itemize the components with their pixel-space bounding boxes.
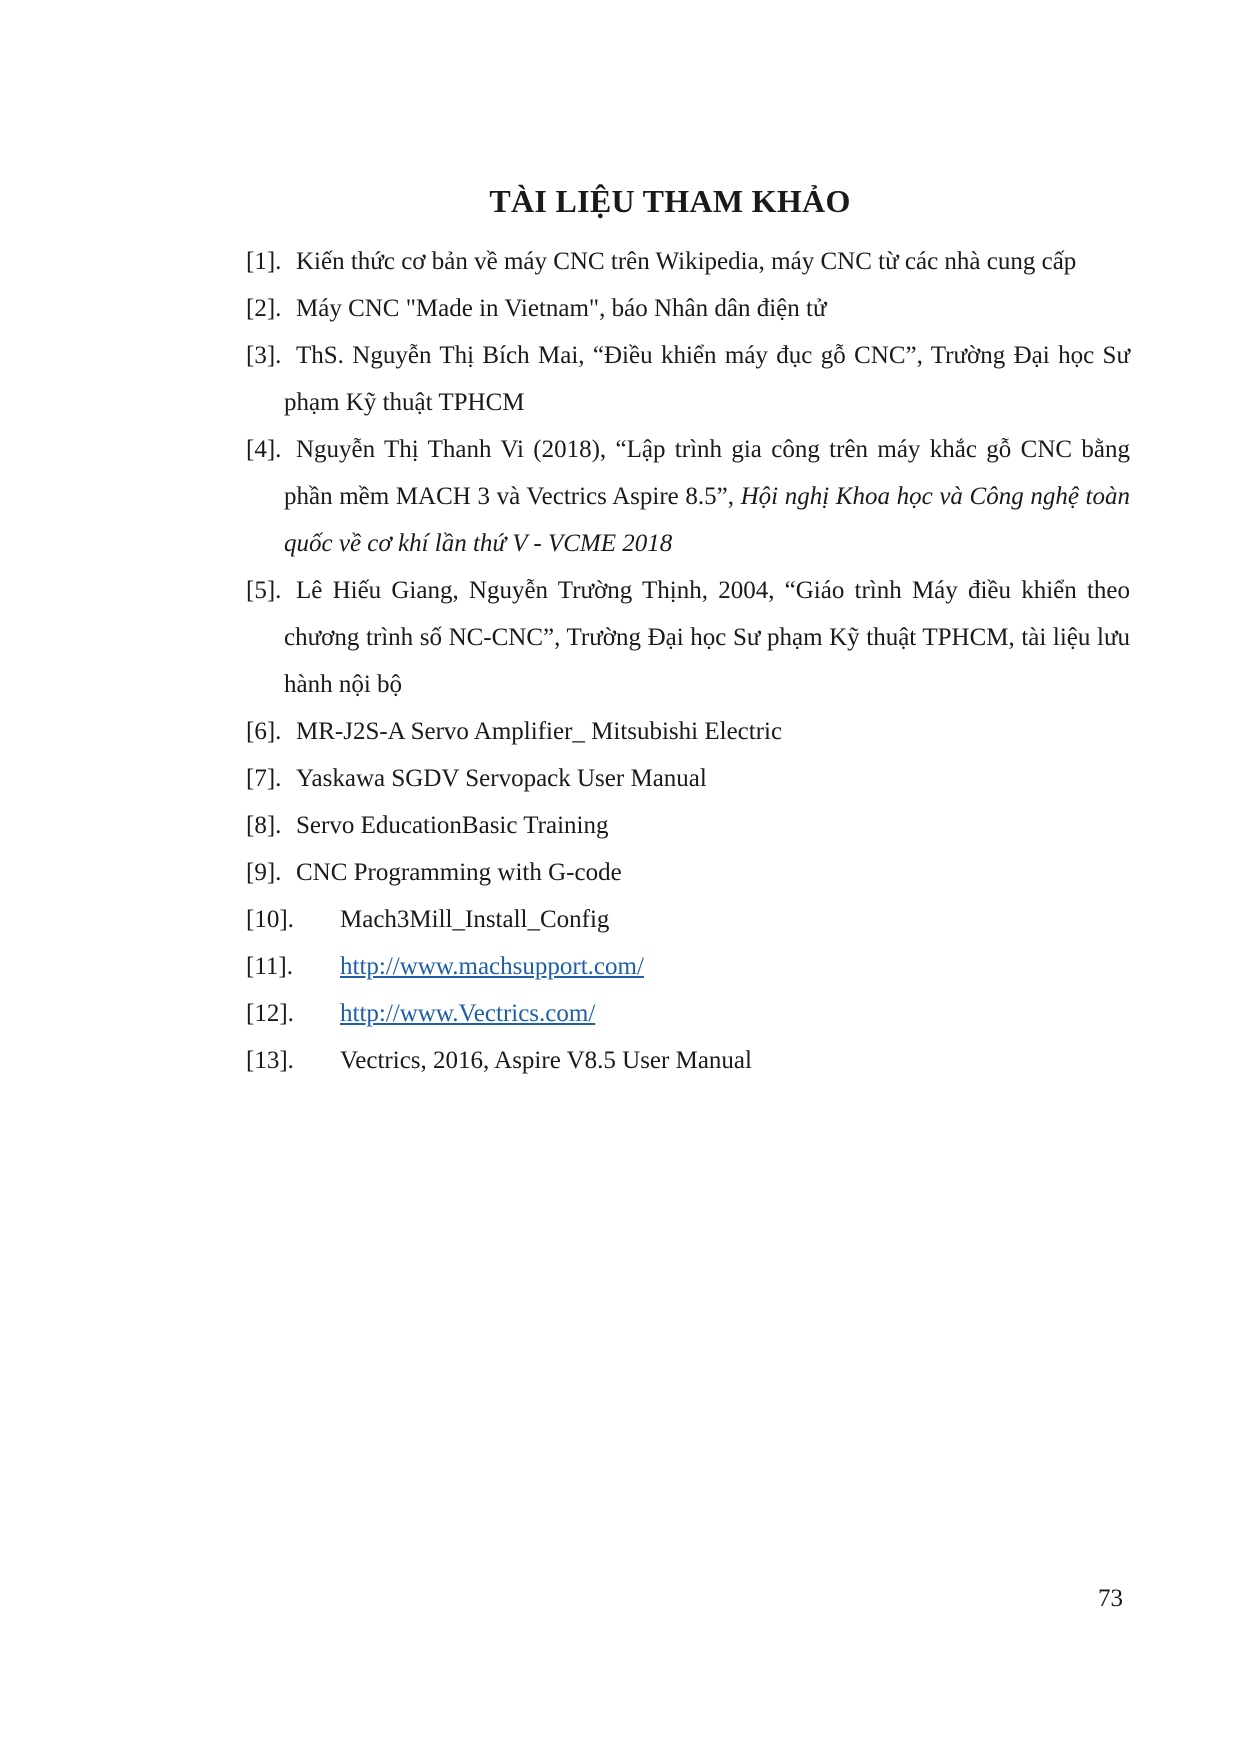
reference-list xyxy=(246,238,1130,1084)
reference-text: Kiến thức cơ bản về máy CNC trên Wikipedia, máy CNC từ các nhà cung cấp xyxy=(296,248,1077,275)
reference-item-12 xyxy=(246,990,1130,1037)
reference-number: [4]. xyxy=(246,436,282,463)
reference-number: [7]. xyxy=(246,765,282,792)
reference-text: Yaskawa SGDV Servopack User Manual xyxy=(296,765,707,792)
reference-item-8 xyxy=(246,802,1130,849)
reference-number: [13]. xyxy=(246,1047,294,1074)
reference-number: [2]. xyxy=(246,295,282,322)
reference-italic-text: Hội nghị Khoa học và Công nghệ toàn quốc về cơ khí lần thứ V - VCME 2018 xyxy=(284,483,1130,557)
reference-number: [6]. xyxy=(246,718,282,745)
reference-text: Mach3Mill_Install_Config xyxy=(340,906,610,933)
reference-text: Máy CNC "Made in Vietnam", báo Nhân dân điện tử xyxy=(296,295,827,322)
reference-text: MR-J2S-A Servo Amplifier_ Mitsubishi Electric xyxy=(296,718,783,745)
reference-item-10 xyxy=(246,896,1130,943)
page-title: TÀI LIỆU THAM KHẢO xyxy=(489,183,851,219)
reference-number: [9]. xyxy=(246,859,282,886)
reference-item-9 xyxy=(246,849,1130,896)
reference-item-3 xyxy=(246,332,1130,426)
reference-text: Servo EducationBasic Training xyxy=(296,812,609,839)
reference-number: [10]. xyxy=(246,906,294,933)
reference-item-2 xyxy=(246,285,1130,332)
reference-item-11 xyxy=(246,943,1130,990)
reference-number: [5]. xyxy=(246,577,282,604)
reference-item-6 xyxy=(246,708,1130,755)
reference-text: Lê Hiếu Giang, Nguyễn Trường Thịnh, 2004, “Giáo trình Máy điều khiển theo chương trình số NC-CNC”, Trường Đại học Sư phạm Kỹ thuật TPHCM, tài liệu lưu hành nội bộ xyxy=(284,577,1130,698)
reference-number: [12]. xyxy=(246,1000,294,1027)
reference-number: [1]. xyxy=(246,248,282,275)
reference-item-4 xyxy=(246,426,1130,567)
reference-link-vectrics[interactable]: http://www.Vectrics.com/ xyxy=(340,1000,596,1027)
reference-item-5 xyxy=(246,567,1130,708)
reference-item-1 xyxy=(246,238,1130,285)
reference-text: ThS. Nguyễn Thị Bích Mai, “Điều khiển máy đục gỗ CNC”, Trường Đại học Sư phạm Kỹ thuật TPHCM xyxy=(284,342,1130,416)
reference-number: [3]. xyxy=(246,342,282,369)
reference-link-machsupport[interactable]: http://www.machsupport.com/ xyxy=(340,953,644,980)
reference-text: Vectrics, 2016, Aspire V8.5 User Manual xyxy=(340,1047,752,1074)
reference-number: [11]. xyxy=(246,953,293,980)
reference-item-7 xyxy=(246,755,1130,802)
reference-item-13 xyxy=(246,1037,1130,1084)
reference-number: [8]. xyxy=(246,812,282,839)
reference-text: CNC Programming with G-code xyxy=(296,859,622,886)
page-number: 73 xyxy=(1098,1585,1123,1612)
reference-text: Nguyễn Thị Thanh Vi (2018), “Lập trình gia công trên máy khắc gỗ CNC bằng phần mềm MACH 3 và Vectrics Aspire 8.5”, xyxy=(284,436,1130,510)
